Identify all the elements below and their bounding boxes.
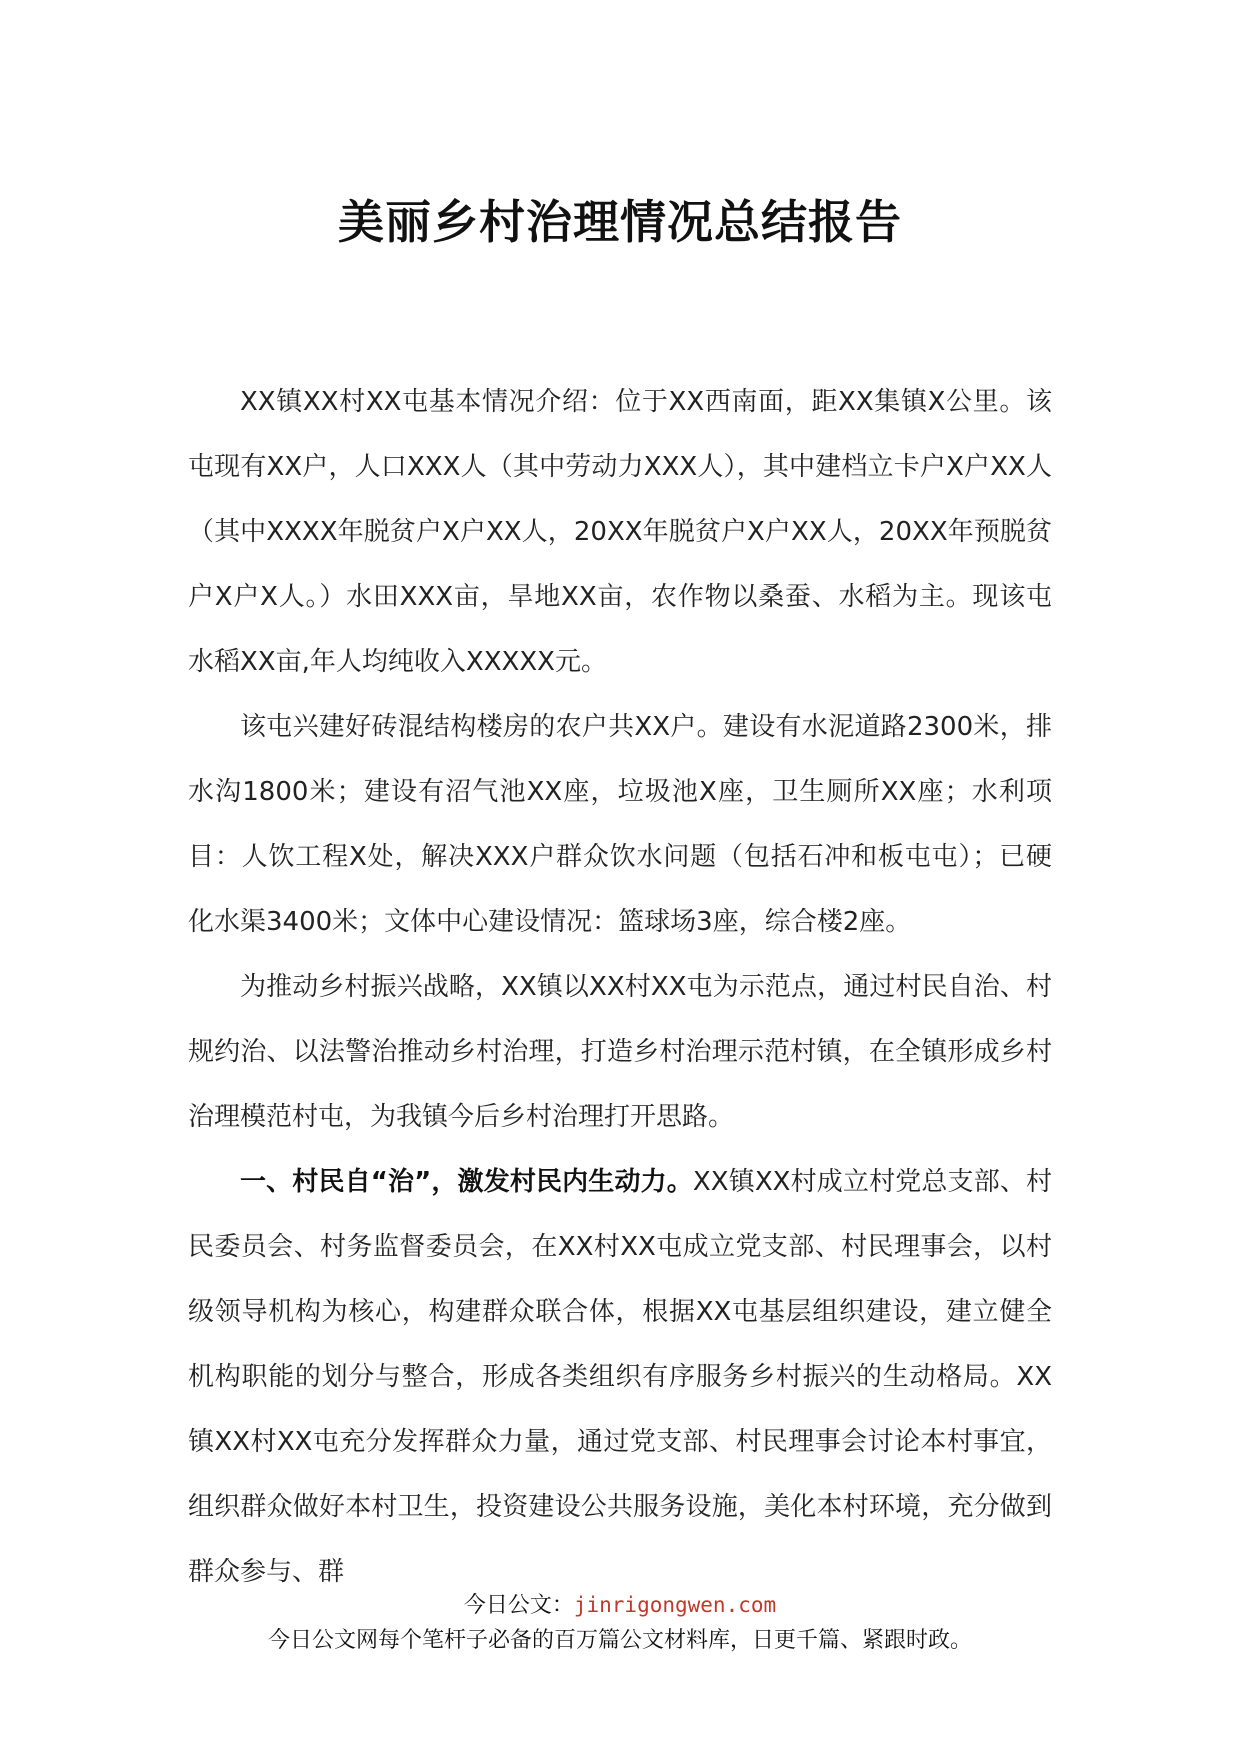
page-footer [0,1588,1240,1659]
paragraph-infrastructure [188,695,1052,955]
paragraph-strategy [188,955,1052,1150]
footer-site-label: 今日公文： [463,1593,574,1618]
paragraph-text: 为推动乡村振兴战略，XX镇以XX村XX屯为示范点，通过村民自治、村规约治、以法警治推动乡村治理，打造乡村治理示范村镇，在全镇形成乡村治理模范村屯，为我镇今后乡村治理打开思路。 [188,972,1052,1132]
document-title: 美丽乡村治理情况总结报告 [338,195,902,249]
document-body [188,370,1052,1605]
footer-site-link[interactable]: jinrigongwen.com [573,1593,777,1617]
paragraph-text: XX镇XX村XX屯基本情况介绍：位于XX西南面，距XX集镇X公里。该屯现有XX户，人口XXX人（其中劳动力XXX人），其中建档立卡户X户XX人（其中XXXX年脱贫户X户XX人，20XX年脱贫户X户XX人，20XX年预脱贫户X户X人。）水田XXX亩，旱地XX亩，农作物以桑蚕、水稻为主。现该屯水稻XX亩,年人均纯收入XXXXX元。 [188,387,1052,677]
footer-site-line [0,1588,1240,1623]
footer-slogan: 今日公文网每个笔杆子必备的百万篇公文材料库，日更千篇、紧跟时政。 [267,1628,972,1653]
paragraph-basic-info [188,370,1052,695]
section-heading: 一、村民自“治”，激发村民内生动力。 [240,1167,693,1197]
paragraph-text: XX镇XX村成立村党总支部、村民委员会、村务监督委员会，在XX村XX屯成立党支部、村民理事会，以村级领导机构为核心，构建群众联合体，根据XX屯基层组织建设，建立健全机构职能的划分与整合，形成各类组织有序服务乡村振兴的生动格局。XX镇XX村XX屯充分发挥群众力量，通过党支部、村民理事会讨论本村事宜，组织群众做好本村卫生，投资建设公共服务设施，美化本村环境，充分做到群众参与、群 [188,1167,1052,1587]
paragraph-section-one [188,1150,1052,1605]
paragraph-text: 该屯兴建好砖混结构楼房的农户共XX户。建设有水泥道路2300米，排水沟1800米；建设有沼气池XX座，垃圾池X座，卫生厕所XX座；水利项目：人饮工程X处，解决XXX户群众饮水问题（包括石冲和板屯屯）；已硬化水渠3400米；文体中心建设情况：篮球场3座，综合楼2座。 [188,712,1052,937]
